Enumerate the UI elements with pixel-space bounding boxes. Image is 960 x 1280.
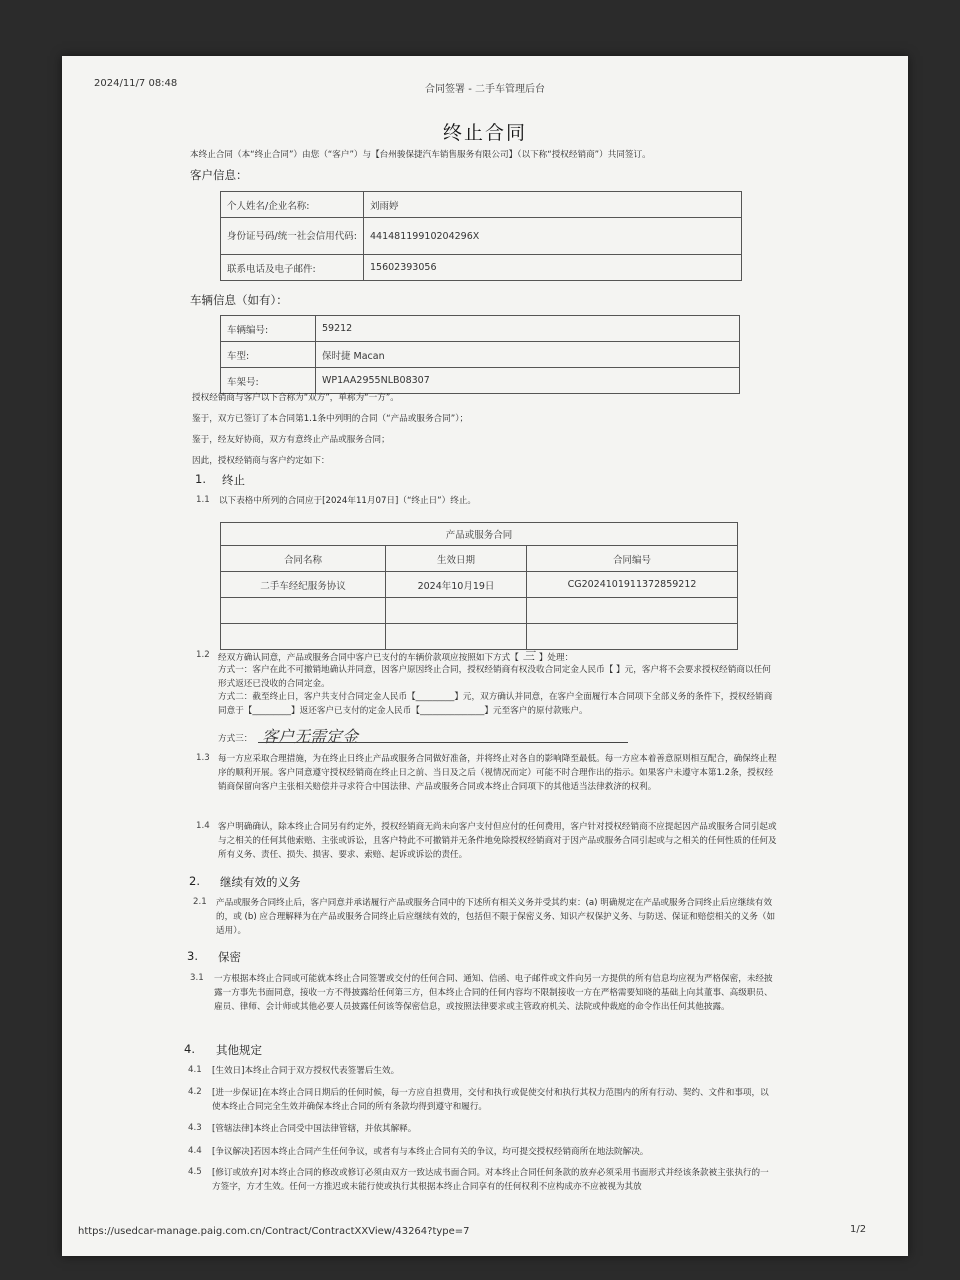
contract-number-cell: CG2024101911372859212 — [527, 572, 738, 598]
customer-info-heading: 客户信息： — [190, 168, 248, 182]
clause-4-5-text: [修订或放弃]对本终止合同的修改或修订必须由双方一致达成书面合同。对本终止合同任何条款的放弃必须采用书面形式并经该条款被主张执行的一方签字，方才生效。任何一方推迟或未能行使或执行其根据本终止合同享有的任何权利不应构成亦不应被视为其放 — [212, 1168, 769, 1192]
clause-1-2-option-2: 方式二：截至终止日，客户共支付合同定金人民币【_________】元，双方确认并同意，在客户全面履行本合同项下全部义务的条件下，授权经销商同意于【_________】返还客户已支付的定金人民币【_______________】元至客户的原付款账户。 — [218, 692, 773, 716]
table-row — [221, 368, 740, 394]
clause-1-2-option-1: 方式一：客户在此不可撤销地确认并同意，因客户原因终止合同，授权经销商有权没收合同定金人民币【 】元，客户将不会要求授权经销商以任何形式返还已没收的合同定金。 — [218, 665, 771, 689]
handwritten-option-3: 客户无需定金 — [262, 727, 359, 746]
customer-name-label: 个人姓名/企业名称: — [221, 192, 364, 218]
column-header-contract-name: 合同名称 — [221, 546, 386, 572]
vehicle-vin-value: WP1AA2955NLB08307 — [316, 368, 740, 394]
document-title: 终止合同 — [442, 122, 527, 144]
intro-paragraph: 本终止合同（本“终止合同”）由您（“客户”）与【台州骏保捷汽车销售服务有限公司】（以下称“授权经销商”）共同签订。 — [190, 150, 651, 160]
customer-info-table — [220, 191, 742, 281]
clause-1-2-line1-end: 】处理： — [538, 653, 574, 663]
clause-4-3-number: 4.3 — [188, 1123, 202, 1133]
clause-3-1-text: 一方根据本终止合同或可能就本终止合同签署或交付的任何合同、通知、信函、电子邮件或文件向另一方提供的所有信息均应视为严格保密，未经披露一方事先书面同意，接收一方不得披露给任何第三方，但本终止合同的任何内容均不限制接收一方在严格需要知晓的基础上向其董事、高级职员、雇员、律师、会计师或其他必要人员披露任何该等保密信息，或按照法律要求或主管政府机关、法院或仲裁庭的命令作出任何其他披露。 — [214, 974, 773, 1012]
clause-3-1-number: 3.1 — [190, 973, 204, 983]
customer-contact-value: 15602393056 — [364, 255, 742, 281]
print-datetime: 2024/11/7 08:48 — [94, 78, 178, 89]
effective-date-cell: 2024年10月19日 — [386, 572, 527, 598]
clause-1-4-number: 1.4 — [196, 821, 210, 831]
clause-1-2-line1: 经双方确认同意，产品或服务合同中客户已支付的车辆价款项应按照如下方式【 — [218, 653, 519, 663]
section-4-number: 4. — [184, 1042, 195, 1056]
clause-4-5-number: 4.5 — [188, 1167, 202, 1177]
table-row — [221, 523, 738, 546]
whereas-paragraph-2: 鉴于，经友好协商，双方有意终止产品或服务合同； — [192, 435, 390, 445]
clause-4-1-text: [生效日]本终止合同于双方授权代表签署后生效。 — [212, 1066, 400, 1076]
section-4-title: 其他规定 — [216, 1043, 262, 1057]
clause-1-1-number: 1.1 — [196, 495, 210, 505]
table-row — [221, 255, 742, 281]
therefore-paragraph: 因此，授权经销商与客户约定如下： — [192, 456, 330, 466]
vehicle-number-label: 车辆编号: — [221, 316, 316, 342]
column-header-effective-date: 生效日期 — [386, 546, 527, 572]
clause-1-2-option-3-label: 方式三： — [218, 734, 253, 744]
table-row — [221, 218, 742, 255]
clause-4-4-text: [争议解决]若因本终止合同产生任何争议，或者有与本终止合同有关的争议，均可提交授权经销商所在地法院解决。 — [212, 1147, 649, 1157]
print-page-title: 合同签署 - 二手车管理后台 — [425, 84, 545, 95]
section-2-number: 2. — [189, 874, 200, 888]
clause-2-1-text: 产品或服务合同终止后，客户同意并承诺履行产品或服务合同中的下述所有相关义务并受其约束：(a) 明确规定在产品或服务合同终止后应继续有效的，或 (b) 应合理解释为在产品或服务合同终止后应继续有效的，包括但不限于保密义务、知识产权保护义务、与防送、保证和赔偿相关的义务（如适用）。 — [216, 898, 776, 936]
option-3-underline — [258, 742, 628, 743]
clause-1-2-number: 1.2 — [196, 650, 210, 660]
clause-4-1-number: 4.1 — [188, 1065, 202, 1075]
clause-4-2-text: [进一步保证]在本终止合同日期后的任何时候，每一方应自担费用，交付和执行或促使交付和执行其权力范围内的所有行动、契约、文件和事项，以使本终止合同完全生效并确保本终止合同的所有条款均得到遵守和履行。 — [212, 1088, 769, 1112]
clause-1-1-text: 以下表格中所列的合同应于[2024年11月07日]（“终止日”）终止。 — [219, 496, 477, 506]
section-3-number: 3. — [187, 949, 198, 963]
vehicle-info-heading: 车辆信息（如有）： — [190, 293, 288, 307]
contract-table — [220, 522, 738, 650]
section-1-title: 终止 — [222, 473, 245, 487]
table-row — [221, 316, 740, 342]
column-header-contract-number: 合同编号 — [527, 546, 738, 572]
parties-paragraph: 授权经销商与客户以下合称为“双方”，单称为“一方”。 — [192, 393, 399, 403]
customer-contact-label: 联系电话及电子邮件: — [221, 255, 364, 281]
vehicle-info-table — [220, 315, 740, 394]
vehicle-model-label: 车型: — [221, 342, 316, 368]
customer-id-value: 44148119910204296X — [364, 218, 742, 255]
section-2-title: 继续有效的义务 — [220, 875, 301, 889]
clause-2-1-number: 2.1 — [193, 897, 207, 907]
table-row — [221, 342, 740, 368]
vehicle-model-value: 保时捷 Macan — [316, 342, 740, 368]
customer-name-value: 刘雨婷 — [364, 192, 742, 218]
handwritten-choice: 三 — [522, 649, 535, 663]
whereas-paragraph-1: 鉴于，双方已签订了本合同第1.1条中列明的合同（“产品或服务合同”）； — [192, 414, 469, 424]
table-row — [221, 546, 738, 572]
section-1-number: 1. — [195, 472, 206, 486]
table-row — [221, 624, 738, 650]
customer-id-label: 身份证号码/统一社会信用代码: — [221, 218, 364, 255]
table-row — [221, 192, 742, 218]
document-page — [62, 56, 908, 1256]
clause-4-4-number: 4.4 — [188, 1146, 202, 1156]
vehicle-vin-label: 车架号: — [221, 368, 316, 394]
print-footer-url: https://usedcar-manage.paig.com.cn/Contract/ContractXXView/43264?type=7 — [78, 1226, 470, 1237]
vehicle-number-value: 59212 — [316, 316, 740, 342]
print-page-number: 1/2 — [850, 1224, 867, 1235]
table-row — [221, 572, 738, 598]
clause-4-2-number: 4.2 — [188, 1087, 202, 1097]
clause-4-3-text: [管辖法律]本终止合同受中国法律管辖，并依其解释。 — [212, 1124, 417, 1134]
clause-1-3-text: 每一方应采取合理措施，为在终止日终止产品或服务合同做好准备，并将终止对各自的影响降至最低。每一方应本着善意原则相互配合，确保终止程序的顺利开展。客户同意遵守授权经销商在终止日之前、当日及之后（视情况而定）可能不时合理作出的指示。如果客户未遵守本第1.2条，授权经销商保留向客户主张相关赔偿并寻求符合中国法律、产品或服务合同或本终止合同项下的其他适当法律救济的权利。 — [218, 754, 777, 792]
table-row — [221, 598, 738, 624]
clause-1-3-number: 1.3 — [196, 753, 210, 763]
section-3-title: 保密 — [218, 950, 241, 964]
clause-1-4-text: 客户明确确认，除本终止合同另有约定外，授权经销商无尚未向客户支付但应付的任何费用，客户针对授权经销商不应提起因产品或服务合同引起或与之相关的任何其他索赔、主张或诉讼，且客户特此不可撤销并无条件地免除授权经销商对于因产品或服务合同引起或与之相关的任何性质的任何及所有义务、责任、损失、损害、要求、索赔、起诉或诉讼的责任。 — [218, 822, 777, 860]
contract-name-cell: 二手车经纪服务协议 — [221, 572, 386, 598]
contract-table-caption: 产品或服务合同 — [221, 523, 738, 546]
